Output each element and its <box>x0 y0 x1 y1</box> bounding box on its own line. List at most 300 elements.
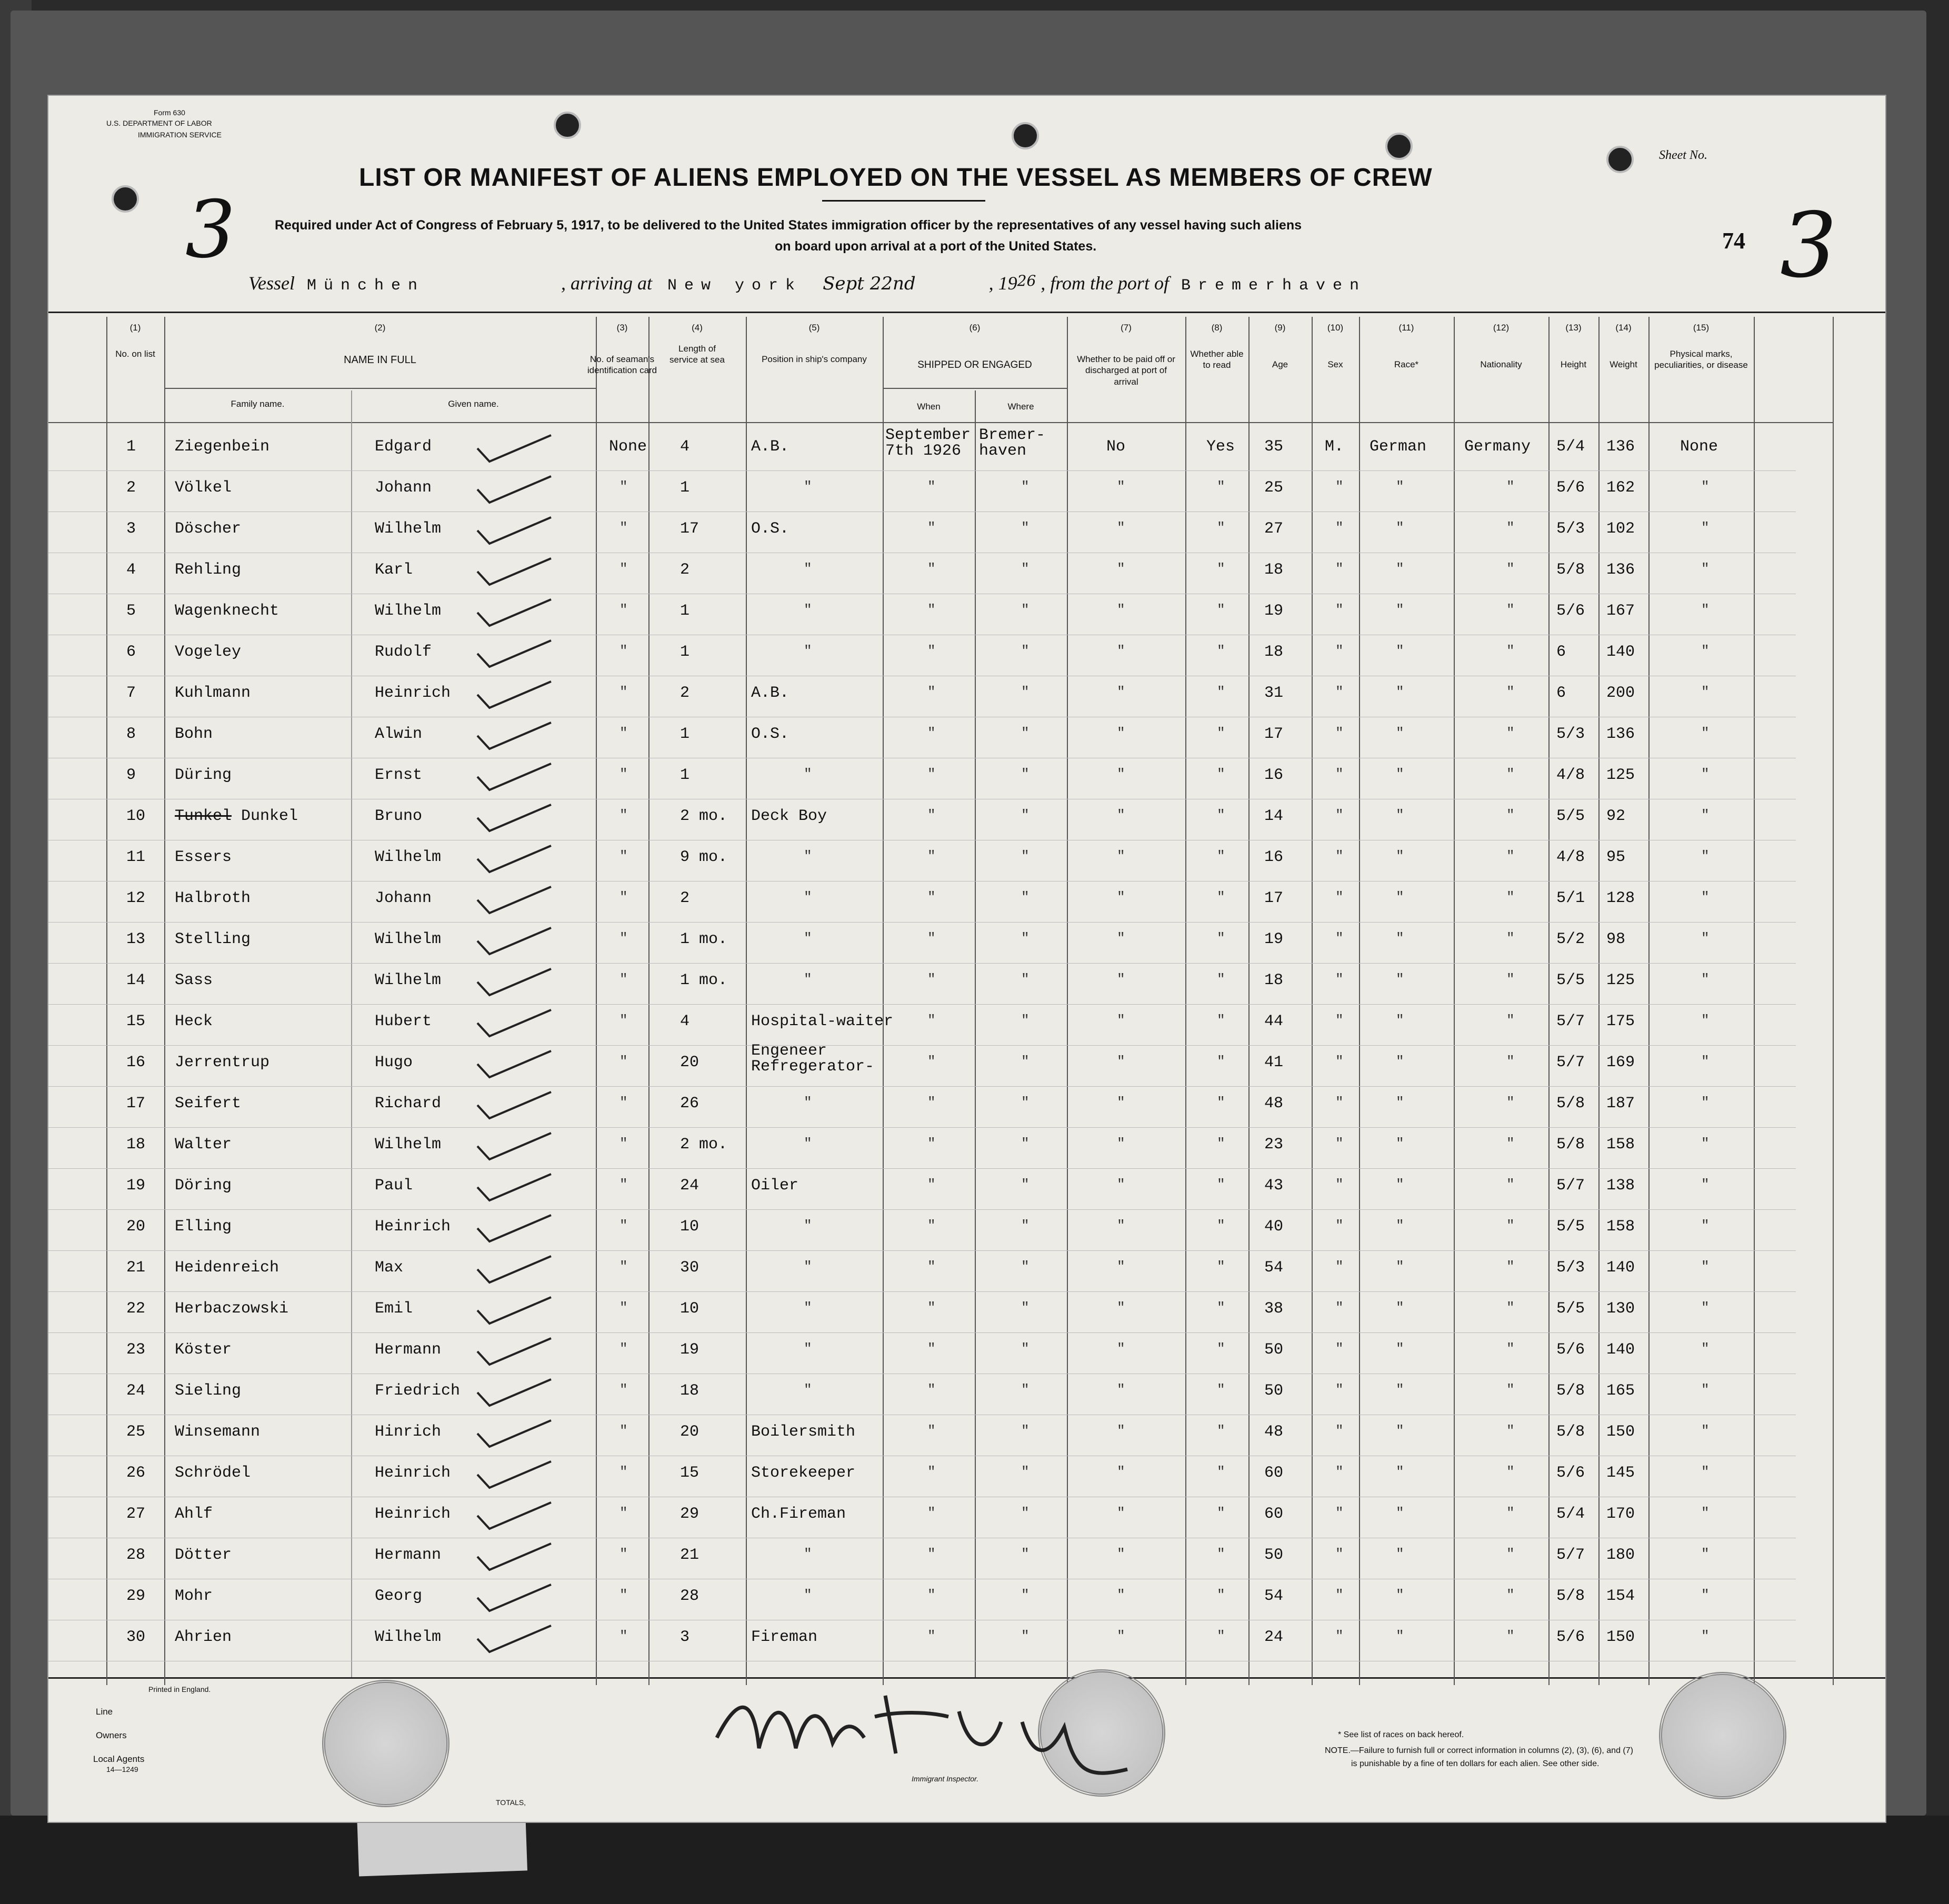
physical-marks: " <box>1701 1054 1710 1069</box>
shipped-when: " <box>927 1587 936 1603</box>
position: " <box>804 1136 812 1151</box>
given-name: Hugo <box>375 1054 413 1071</box>
given-name: Heinrich <box>375 1218 451 1236</box>
vessel-label: Vessel <box>248 273 295 294</box>
row-number: 16 <box>126 1054 146 1071</box>
paid-off: " <box>1117 1382 1125 1398</box>
table-row <box>48 848 1833 885</box>
id-card: " <box>619 1505 628 1521</box>
weight: 140 <box>1606 1341 1635 1359</box>
shipped-where: " <box>1021 1177 1030 1192</box>
age: 48 <box>1264 1423 1284 1441</box>
physical-marks: " <box>1701 561 1710 577</box>
row-rule <box>48 1250 1796 1251</box>
col-8-number: (8) <box>1211 323 1223 333</box>
race: " <box>1396 561 1404 577</box>
given-name: Alwin <box>375 725 423 743</box>
physical-marks: " <box>1701 930 1710 946</box>
shipped-where: " <box>1021 561 1030 577</box>
sex: " <box>1335 561 1344 577</box>
shipped-when: " <box>927 1054 936 1069</box>
paid-off: No <box>1106 438 1126 456</box>
col-6-number: (6) <box>969 323 981 333</box>
nationality: " <box>1506 561 1515 577</box>
race: " <box>1396 1013 1404 1028</box>
physical-marks: " <box>1701 725 1710 741</box>
given-name: Emil <box>375 1300 413 1318</box>
age: 50 <box>1264 1546 1284 1564</box>
id-card: " <box>619 1464 628 1480</box>
sex: " <box>1335 930 1344 946</box>
position: " <box>804 1546 812 1562</box>
given-name: Johann <box>375 479 432 497</box>
row-number: 10 <box>126 807 146 825</box>
struck-family-name: Tunkel <box>175 807 232 825</box>
height: 5/7 <box>1556 1054 1585 1071</box>
col-14-number: (14) <box>1615 323 1632 333</box>
inspector-label: Immigrant Inspector. <box>912 1775 979 1783</box>
race: " <box>1396 520 1404 536</box>
col-10-header: Sex <box>1327 359 1343 369</box>
position: Ch.Fireman <box>751 1505 846 1523</box>
family-name: Völkel <box>175 479 232 497</box>
able-to-read: " <box>1217 848 1225 864</box>
height: 5/5 <box>1556 971 1585 989</box>
age: 25 <box>1264 479 1284 497</box>
table-row <box>48 807 1833 844</box>
position: " <box>804 930 812 946</box>
printed-in-note: Printed in England. <box>148 1685 211 1693</box>
service-length: 10 <box>680 1300 699 1318</box>
shipped-where: " <box>1021 848 1030 864</box>
id-card: " <box>619 1136 628 1151</box>
col-11-header: Race* <box>1394 359 1419 369</box>
race: " <box>1396 807 1404 823</box>
col-6-where-header: Where <box>1007 402 1034 412</box>
family-name: Ahrien <box>175 1628 232 1646</box>
physical-marks: " <box>1701 479 1710 495</box>
id-card: " <box>619 1382 628 1398</box>
id-card: " <box>619 848 628 864</box>
shipped-when: " <box>927 1628 936 1644</box>
paid-off: " <box>1117 1628 1125 1644</box>
family-name: Köster <box>175 1341 232 1359</box>
weight: 125 <box>1606 971 1635 989</box>
physical-marks: " <box>1701 602 1710 618</box>
physical-marks: " <box>1701 1505 1710 1521</box>
consulate-stamp <box>322 1680 449 1807</box>
family-name: Sieling <box>175 1382 242 1400</box>
sex: " <box>1335 643 1344 659</box>
race: " <box>1396 1136 1404 1151</box>
check-mark <box>475 1171 554 1203</box>
service-length: 1 <box>680 479 690 497</box>
nationality: " <box>1506 1136 1515 1151</box>
check-mark <box>475 925 554 957</box>
position: A.B. <box>751 438 789 456</box>
shipped-where: " <box>1021 1259 1030 1275</box>
shipped-where: " <box>1021 1054 1030 1069</box>
row-number: 23 <box>126 1341 146 1359</box>
col-13-header: Height <box>1560 359 1587 369</box>
family-name: Heidenreich <box>175 1259 279 1277</box>
height: 5/8 <box>1556 1382 1585 1400</box>
family-name: Rehling <box>175 561 242 579</box>
check-mark <box>475 433 554 464</box>
service-length: 18 <box>680 1382 699 1400</box>
weight: 125 <box>1606 766 1635 784</box>
family-name: Kuhlmann <box>175 684 251 702</box>
row-number: 12 <box>126 889 146 907</box>
id-card: " <box>619 930 628 946</box>
position: " <box>804 766 812 782</box>
consulate-stamp <box>1659 1672 1786 1799</box>
physical-marks: " <box>1701 1136 1710 1151</box>
shipped-when: " <box>927 1218 936 1234</box>
col-14-header: Weight <box>1610 359 1637 369</box>
sex: " <box>1335 1300 1344 1316</box>
col-3-number: (3) <box>616 323 628 333</box>
family-name: Schrödel <box>175 1464 251 1482</box>
physical-marks: " <box>1701 1587 1710 1603</box>
shipped-where: " <box>1021 1464 1030 1480</box>
able-to-read: " <box>1217 1464 1225 1480</box>
nationality: " <box>1506 602 1515 618</box>
age: 40 <box>1264 1218 1284 1236</box>
paid-off: " <box>1117 1095 1125 1110</box>
table-row <box>48 1423 1833 1460</box>
height: 5/6 <box>1556 1341 1585 1359</box>
row-rule <box>48 1209 1796 1210</box>
weight: 162 <box>1606 479 1635 497</box>
inspector-signature <box>706 1675 1138 1790</box>
nationality: " <box>1506 1505 1515 1521</box>
service-length: 21 <box>680 1546 699 1564</box>
table-row <box>48 971 1833 1008</box>
nationality: " <box>1506 807 1515 823</box>
able-to-read: " <box>1217 1095 1225 1110</box>
row-number: 25 <box>126 1423 146 1441</box>
check-mark <box>475 556 554 587</box>
position: " <box>804 889 812 905</box>
nationality: " <box>1506 1218 1515 1234</box>
shipped-where: " <box>1021 684 1030 700</box>
weight: 136 <box>1606 438 1635 456</box>
shipped-when: " <box>927 602 936 618</box>
table-row <box>48 479 1833 516</box>
height: 5/6 <box>1556 479 1585 497</box>
family-name: Jerrentrup <box>175 1054 270 1071</box>
table-row <box>48 1382 1833 1419</box>
service-length: 10 <box>680 1218 699 1236</box>
col-12-number: (12) <box>1493 323 1510 333</box>
shipped-when: September 7th 1926 <box>885 426 971 460</box>
manifest-sheet <box>47 95 1886 1823</box>
col-1-header: No. on list <box>115 349 155 359</box>
height: 5/1 <box>1556 889 1585 907</box>
sex: " <box>1335 684 1344 700</box>
able-to-read: " <box>1217 1628 1225 1644</box>
paid-off: " <box>1117 1300 1125 1316</box>
able-to-read: " <box>1217 643 1225 659</box>
sex: " <box>1335 848 1344 864</box>
physical-marks: " <box>1701 971 1710 987</box>
given-name: Wilhelm <box>375 930 442 948</box>
position: " <box>804 971 812 987</box>
height: 5/7 <box>1556 1013 1585 1030</box>
sex: " <box>1335 889 1344 905</box>
given-name: Friedrich <box>375 1382 461 1400</box>
height: 6 <box>1556 684 1566 702</box>
paid-off: " <box>1117 520 1125 536</box>
agents-label: Local Agents <box>93 1754 145 1764</box>
check-mark <box>475 1254 554 1285</box>
year-prefix: , 19 <box>988 273 1017 294</box>
shipped-when: " <box>927 807 936 823</box>
age: 14 <box>1264 807 1284 825</box>
physical-marks: " <box>1701 848 1710 864</box>
physical-marks: " <box>1701 1382 1710 1398</box>
height: 5/8 <box>1556 1136 1585 1154</box>
family-name: Döring <box>175 1177 232 1195</box>
weight: 154 <box>1606 1587 1635 1605</box>
col-4-header: Length of service at sea <box>669 344 725 365</box>
handwritten-page-number: 3 <box>185 184 236 276</box>
row-number: 24 <box>126 1382 146 1400</box>
service-length: 19 <box>680 1341 699 1359</box>
col-4-number: (4) <box>692 323 703 333</box>
weight: 150 <box>1606 1423 1635 1441</box>
paid-off: " <box>1117 1505 1125 1521</box>
weight: 102 <box>1606 520 1635 538</box>
position: O.S. <box>751 520 789 538</box>
paid-off: " <box>1117 1341 1125 1357</box>
sex: " <box>1335 479 1344 495</box>
id-card: " <box>619 1259 628 1275</box>
family-name: Döscher <box>175 520 242 538</box>
position: " <box>804 1341 812 1357</box>
check-mark <box>475 474 554 505</box>
service-length: 17 <box>680 520 699 538</box>
service-length: 15 <box>680 1464 699 1482</box>
sex: " <box>1335 1136 1344 1151</box>
service-length: 20 <box>680 1423 699 1441</box>
physical-marks: " <box>1701 1423 1710 1439</box>
row-number: 28 <box>126 1546 146 1564</box>
weight: 158 <box>1606 1218 1635 1236</box>
able-to-read: " <box>1217 520 1225 536</box>
race: " <box>1396 1095 1404 1110</box>
sex: " <box>1335 1546 1344 1562</box>
sex: M. <box>1325 438 1344 456</box>
col-6-header: SHIPPED OR ENGAGED <box>917 359 1032 370</box>
age: 17 <box>1264 889 1284 907</box>
physical-marks: " <box>1701 1218 1710 1234</box>
height: 5/8 <box>1556 561 1585 579</box>
height: 5/4 <box>1556 438 1585 456</box>
height: 6 <box>1556 643 1566 661</box>
shipped-where: " <box>1021 1505 1030 1521</box>
paid-off: " <box>1117 1136 1125 1151</box>
paid-off: " <box>1117 684 1125 700</box>
height: 5/7 <box>1556 1546 1585 1564</box>
nationality: " <box>1506 848 1515 864</box>
id-card: " <box>619 971 628 987</box>
able-to-read: " <box>1217 766 1225 782</box>
family-name: Wagenknecht <box>175 602 279 620</box>
nationality: " <box>1506 1382 1515 1398</box>
row-rule <box>48 470 1796 471</box>
arriving-label: , arriving at <box>561 273 653 294</box>
service-length: 1 <box>680 602 690 620</box>
physical-marks: " <box>1701 807 1710 823</box>
arrival-date: Sept 22nd <box>823 273 916 294</box>
able-to-read: " <box>1217 479 1225 495</box>
col-7-number: (7) <box>1121 323 1132 333</box>
able-to-read: " <box>1217 1300 1225 1316</box>
col-10-number: (10) <box>1327 323 1344 333</box>
race: " <box>1396 971 1404 987</box>
able-to-read: " <box>1217 1505 1225 1521</box>
shipped-when: " <box>927 1423 936 1439</box>
table-row <box>48 1341 1833 1378</box>
row-number: 29 <box>126 1587 146 1605</box>
sex: " <box>1335 971 1344 987</box>
nationality: " <box>1506 1587 1515 1603</box>
position: Fireman <box>751 1628 818 1646</box>
row-rule <box>48 1291 1796 1292</box>
weight: 165 <box>1606 1382 1635 1400</box>
shipped-where: " <box>1021 971 1030 987</box>
position: " <box>804 643 812 659</box>
position: Engeneer Refregerator- <box>751 1042 875 1076</box>
shipped-when: " <box>927 930 936 946</box>
able-to-read: " <box>1217 602 1225 618</box>
paid-off: " <box>1117 561 1125 577</box>
service-length: 1 <box>680 725 690 743</box>
service-length: 1 mo. <box>680 971 728 989</box>
position: " <box>804 848 812 864</box>
service-length: 1 <box>680 766 690 784</box>
nationality: " <box>1506 1095 1515 1110</box>
check-mark <box>475 761 554 793</box>
table-row <box>48 643 1833 680</box>
check-mark <box>475 597 554 628</box>
nationality: " <box>1506 1628 1515 1644</box>
shipped-when: " <box>927 848 936 864</box>
col-13-number: (13) <box>1565 323 1582 333</box>
nationality: " <box>1506 1341 1515 1357</box>
given-name: Johann <box>375 889 432 907</box>
given-name: Heinrich <box>375 1505 451 1523</box>
col-5-header: Position in ship's company <box>762 354 867 364</box>
col-12-header: Nationality <box>1480 359 1522 369</box>
check-mark <box>475 679 554 710</box>
able-to-read: " <box>1217 1136 1225 1151</box>
race: " <box>1396 1423 1404 1439</box>
penalty-note-2: is punishable by a fine of ten dollars for each alien. See other side. <box>1351 1759 1600 1768</box>
position: " <box>804 1382 812 1398</box>
physical-marks: " <box>1701 1259 1710 1275</box>
row-number: 11 <box>126 848 146 866</box>
departure-port: Bremerhaven <box>1181 277 1366 295</box>
row-number: 27 <box>126 1505 146 1523</box>
check-mark <box>475 1295 554 1326</box>
col-6-when-header: When <box>917 402 941 412</box>
table-row <box>48 1546 1833 1583</box>
row-number: 17 <box>126 1095 146 1113</box>
nationality: " <box>1506 930 1515 946</box>
shipped-where: " <box>1021 807 1030 823</box>
paid-off: " <box>1117 643 1125 659</box>
row-rule <box>48 922 1796 923</box>
height: 5/7 <box>1556 1177 1585 1195</box>
sex: " <box>1335 1382 1344 1398</box>
physical-marks: " <box>1701 684 1710 700</box>
handwritten-sheet-number: 3 <box>1780 194 1837 298</box>
sex: " <box>1335 520 1344 536</box>
position: Oiler <box>751 1177 799 1195</box>
id-card: " <box>619 766 628 782</box>
height: 4/8 <box>1556 848 1585 866</box>
shipped-where: " <box>1021 1587 1030 1603</box>
able-to-read: " <box>1217 561 1225 577</box>
position: Deck Boy <box>751 807 827 825</box>
id-card: " <box>619 479 628 495</box>
able-to-read: Yes <box>1206 438 1235 456</box>
col-15-header: Physical marks, peculiarities, or disease <box>1654 349 1748 370</box>
age: 54 <box>1264 1259 1284 1277</box>
given-name: Hinrich <box>375 1423 442 1441</box>
col-2-number: (2) <box>374 323 386 333</box>
check-mark <box>475 1623 554 1655</box>
position: O.S. <box>751 725 789 743</box>
col-9-header: Age <box>1272 359 1288 369</box>
shipped-when: " <box>927 1505 936 1521</box>
physical-marks: " <box>1701 1095 1710 1110</box>
table-row <box>48 1259 1833 1296</box>
family-name: Heck <box>175 1013 213 1030</box>
able-to-read: " <box>1217 1054 1225 1069</box>
sex: " <box>1335 602 1344 618</box>
given-name: Hermann <box>375 1341 442 1359</box>
id-card: " <box>619 561 628 577</box>
given-name: Georg <box>375 1587 423 1605</box>
age: 24 <box>1264 1628 1284 1646</box>
nationality: " <box>1506 479 1515 495</box>
shipped-where: " <box>1021 479 1030 495</box>
row-number: 14 <box>126 971 146 989</box>
weight: 200 <box>1606 684 1635 702</box>
service-name: IMMIGRATION SERVICE <box>138 131 222 139</box>
position: " <box>804 1095 812 1110</box>
given-name: Hermann <box>375 1546 442 1564</box>
row-number: 21 <box>126 1259 146 1277</box>
weight: 140 <box>1606 643 1635 661</box>
height: 5/6 <box>1556 602 1585 620</box>
id-card: " <box>619 1423 628 1439</box>
family-name: Vogeley <box>175 643 242 661</box>
given-name: Richard <box>375 1095 442 1113</box>
paid-off: " <box>1117 1423 1125 1439</box>
position: " <box>804 1300 812 1316</box>
year-suffix: 26 <box>1017 272 1036 289</box>
id-card: " <box>619 1054 628 1069</box>
height: 5/8 <box>1556 1095 1585 1113</box>
id-card: " <box>619 1341 628 1357</box>
sex: " <box>1335 1464 1344 1480</box>
height: 4/8 <box>1556 766 1585 784</box>
